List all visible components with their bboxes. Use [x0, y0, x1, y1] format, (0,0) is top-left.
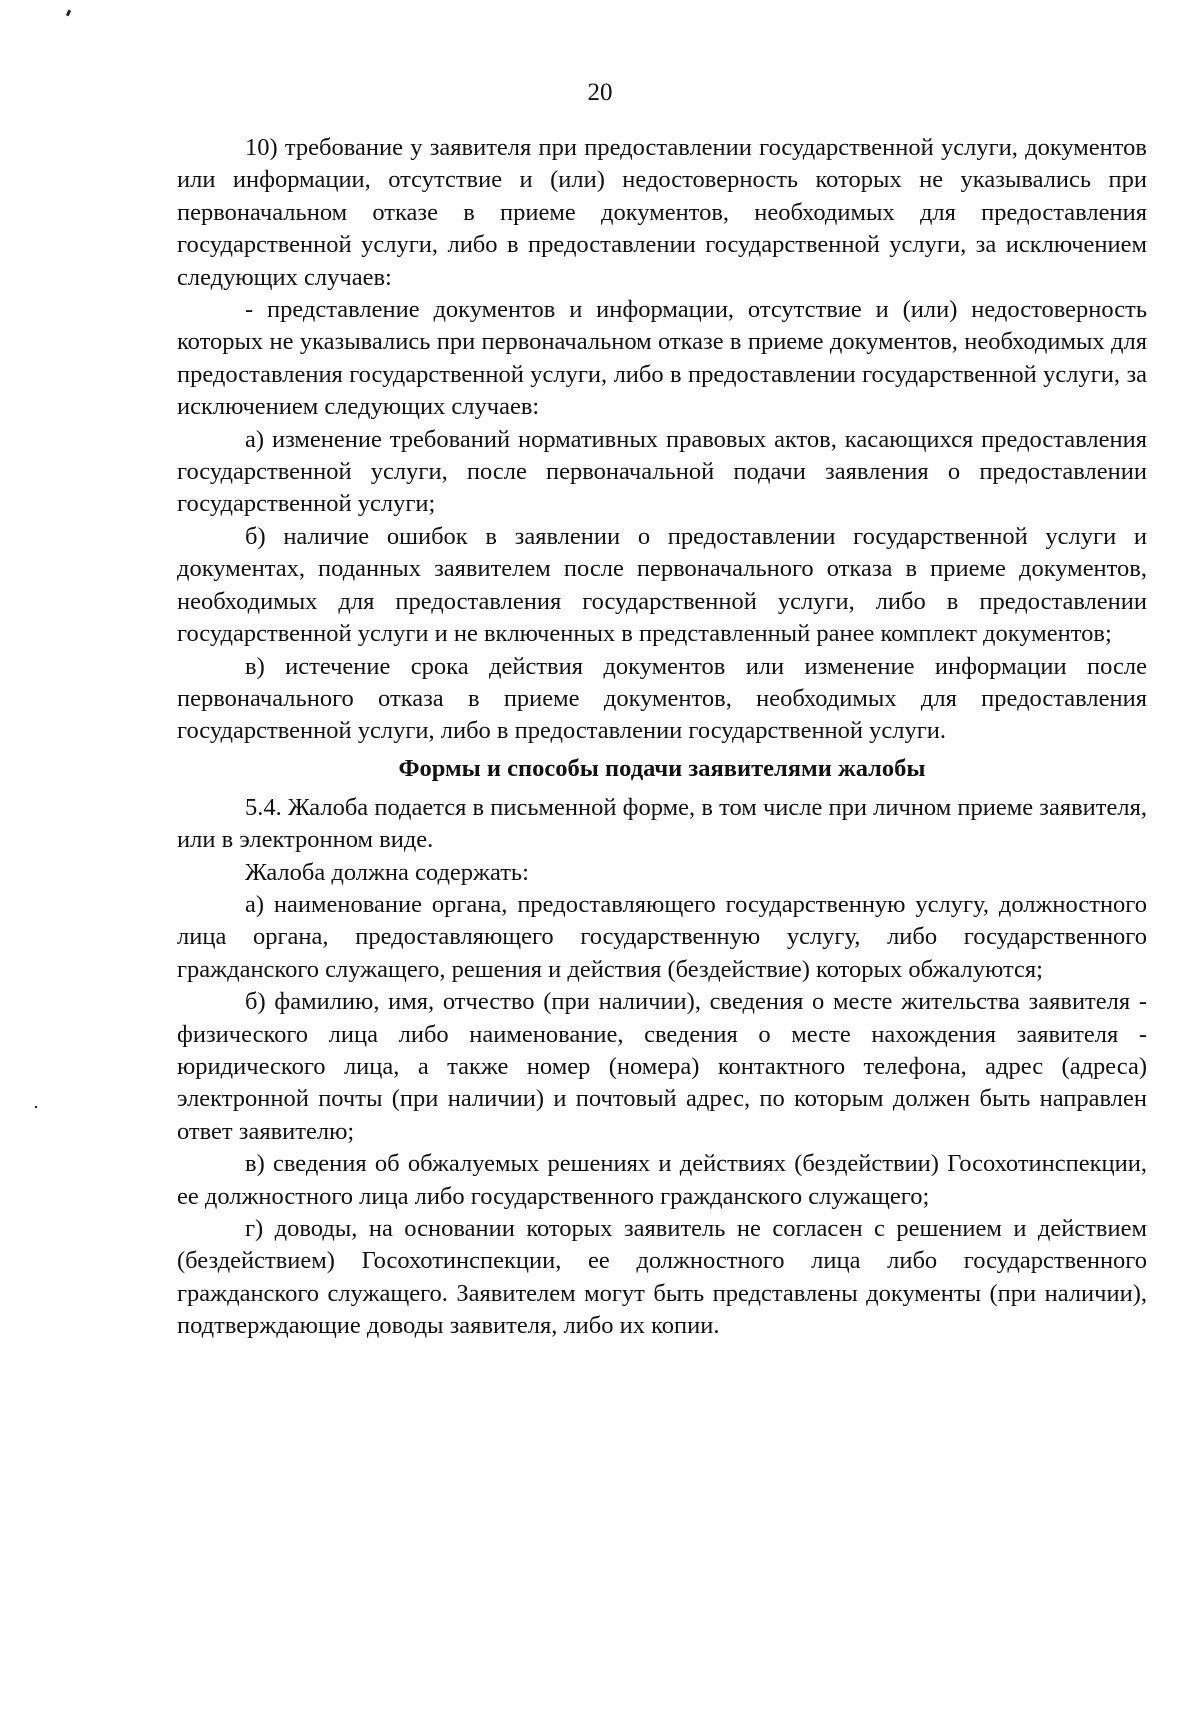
- paragraph-item-10: 10) требование у заявителя при предоставлении государственной услуги, документов или информации, отсутствие и (или) недостоверность которых не указывались при первоначальном отказе в приеме документов, необходимых для предоставления государственной услуги, либо в предоставлении государственной услуги, за исключением следующих случаев:: [177, 134, 1147, 291]
- scan-speck: [35, 1106, 37, 1108]
- paragraph-dash-item: - представление документов и информации, отсутствие и (или) недостоверность которых не указывались при первоначальном отказе в приеме документов, необходимых для предоставления государственной услуги, либо в предоставлении государственной услуги, за исключением следующих случаев:: [177, 296, 1147, 421]
- document-body: [177, 132, 1147, 1343]
- paragraph-5-4: 5.4. Жалоба подается в письменной форме, в том числе при личном приеме заявителя, или в электронном виде.: [177, 793, 1147, 854]
- section-heading: Формы и способы подачи заявителями жалобы: [398, 754, 926, 782]
- paragraph-subitem-b: б) наличие ошибок в заявлении о предоставлении государственной услуги и документах, поданных заявителем после первоначального отказа в приеме документов, необходимых для предоставления государственной услуги, либо в предоставлении государственной услуги и не включенных в представленный ранее комплект документов;: [177, 522, 1147, 648]
- paragraph-complaint-g: г) доводы, на основании которых заявитель не согласен с решением и действием (бездействием) Госохотинспекции, ее должностного лица либо государственного гражданского служащего. Заявителем могут быть представлены документы (при наличии), подтверждающие доводы заявителя, либо их копии.: [177, 1215, 1147, 1340]
- page-number: 20: [587, 79, 613, 106]
- scan-speck: [66, 10, 71, 17]
- paragraph-complaint-a: а) наименование органа, предоставляющего государственную услугу, должностного лица органа, предоставляющего государственную услугу, либо государственного гражданского служащего, решения и действия (бездействие) которых обжалуются;: [177, 890, 1147, 983]
- paragraph-subitem-a: а) изменение требований нормативных правовых актов, касающихся предоставления государственной услуги, после первоначальной подачи заявления о предоставлении государственной услуги;: [177, 425, 1147, 518]
- paragraph-complaint-v: в) сведения об обжалуемых решениях и действиях (бездействии) Госохотинспекции, ее должностного лица либо государственного гражданского служащего;: [177, 1150, 1147, 1210]
- paragraph-complaint-contents: Жалоба должна содержать:: [245, 858, 529, 886]
- paragraph-subitem-v: в) истечение срока действия документов или изменение информации после первоначального отказа в приеме документов, необходимых для предоставления государственной услуги, либо в предоставлении государственной услуги.: [177, 652, 1147, 745]
- paragraph-complaint-b: б) фамилию, имя, отчество (при наличии), сведения о месте жительства заявителя - физического лица либо наименование, сведения о месте нахождения заявителя - юридического лица, а также номер (номера) контактного телефона, адрес (адреса) электронной почты (при наличии) и почтовый адрес, по которым должен быть направлен ответ заявителю;: [177, 988, 1147, 1145]
